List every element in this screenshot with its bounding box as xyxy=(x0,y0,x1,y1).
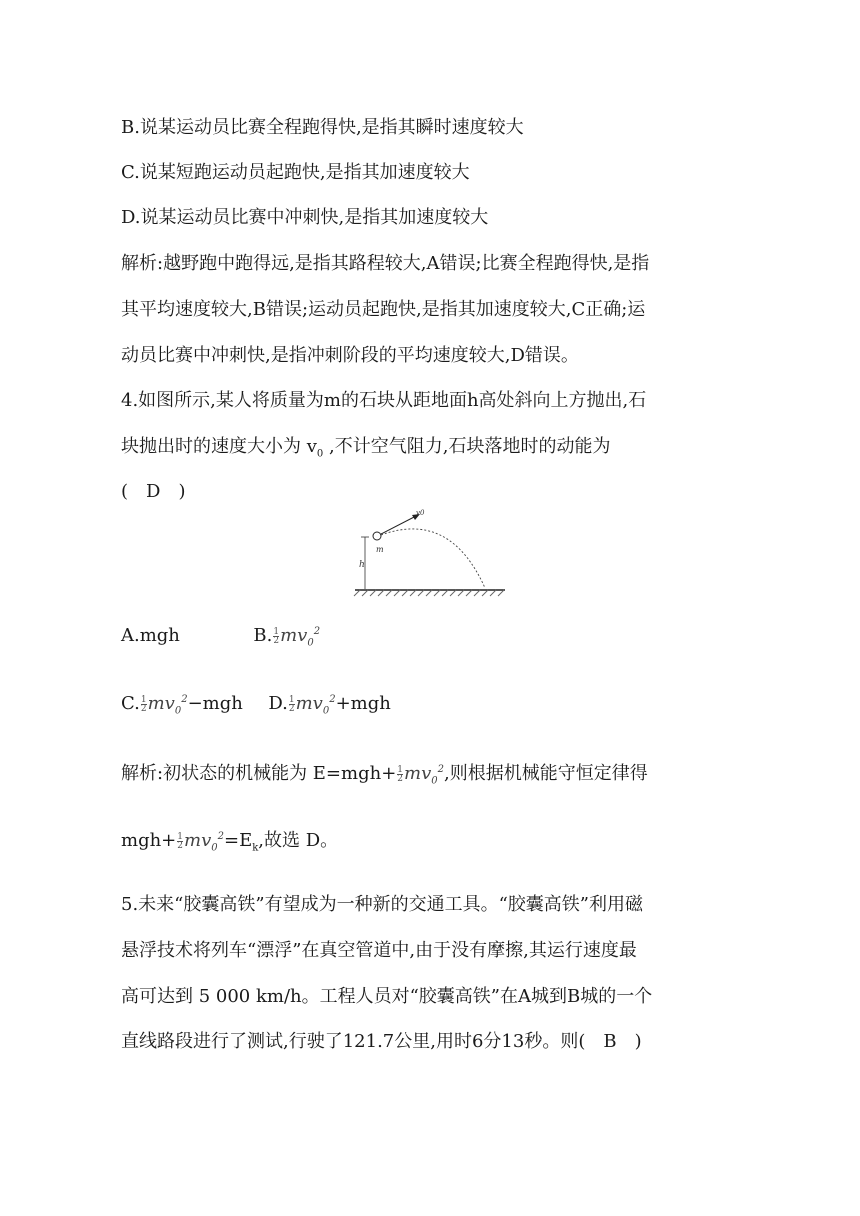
analysis-line-1: 解析:越野跑中跑得远,是指其路程较大,A错误;比赛全程跑得快,是指 xyxy=(121,253,650,274)
analysis-4-line-2: mgh+ $\frac{1}{2}$ $mv_0^2=E_k$,故选 D。 xyxy=(121,830,339,854)
option-c-line: C.说某短跑运动员起跑快,是指其加速度较大 xyxy=(121,162,470,183)
question-4-line-2 xyxy=(121,435,610,467)
option-d-formula: D. $\frac{1}{2}$ $mv_0^2+mgh$ xyxy=(268,693,391,717)
question-4-line-1: 4.如图所示,某人将质量为m的石块从距地面h高处斜向上方抛出,石 xyxy=(121,390,647,411)
question-5-line-4: 直线路段进行了测试,行驶了121.7公里,用时6分13秒。则( B ) xyxy=(121,1031,642,1052)
analysis-line-3: 动员比赛中冲刺快,是指冲刺阶段的平均速度较大,D错误。 xyxy=(121,345,579,366)
options-row-2 xyxy=(121,688,391,724)
m-label: m xyxy=(376,545,384,554)
option-b-line: B.说某运动员比赛全程跑得快,是指其瞬时速度较大 xyxy=(121,117,524,138)
option-a: A.mgh xyxy=(121,625,180,646)
q4-text-b: ,不计空气阻力,石块落地时的动能为 xyxy=(329,436,611,457)
fraction-half: $\frac{1}{2}$ xyxy=(288,694,295,714)
option-d-line: D.说某运动员比赛中冲刺快,是指其加速度较大 xyxy=(121,207,489,228)
fraction-half: $\frac{1}{2}$ xyxy=(273,626,280,646)
h-label: h xyxy=(359,560,365,570)
analysis-line-2: 其平均速度较大,B错误;运动员起跑快,是指其加速度较大,C正确;运 xyxy=(121,299,646,320)
fraction-half: $\frac{1}{2}$ xyxy=(140,694,147,714)
analysis-4-line-1: 解析:初状态的机械能为 E=mgh+ $\frac{1}{2}$ $mv_0^2$,则根据机械能守恒定律得 xyxy=(121,763,648,787)
answer-4: ( D ) xyxy=(121,481,186,502)
fraction-half: $\frac{1}{2}$ xyxy=(177,831,183,851)
q4-text-a: 块抛出时的速度大小为 xyxy=(121,436,301,457)
option-b-formula: B. $\frac{1}{2}$ $mv_0^2$ xyxy=(253,625,321,649)
projectile-figure xyxy=(350,505,510,605)
option-c-formula: C. $\frac{1}{2}$ $mv_0^2-mgh$ xyxy=(121,693,243,717)
v0-label: v0 xyxy=(416,509,425,517)
fraction-half: $\frac{1}{2}$ xyxy=(397,764,404,784)
question-5-line-1: 5.未来“胶囊高铁”有望成为一种新的交通工具。“胶囊高铁”利用磁 xyxy=(121,894,643,915)
question-5-line-2: 悬浮技术将列车“漂浮”在真空管道中,由于没有摩擦,其运行速度最 xyxy=(121,940,637,961)
options-row-1 xyxy=(121,620,320,656)
question-5-line-3: 高可达到 5 000 km/h。工程人员对“胶囊高铁”在A城到B城的一个 xyxy=(121,986,653,1007)
q4-v0: $v_0$ xyxy=(306,436,324,460)
